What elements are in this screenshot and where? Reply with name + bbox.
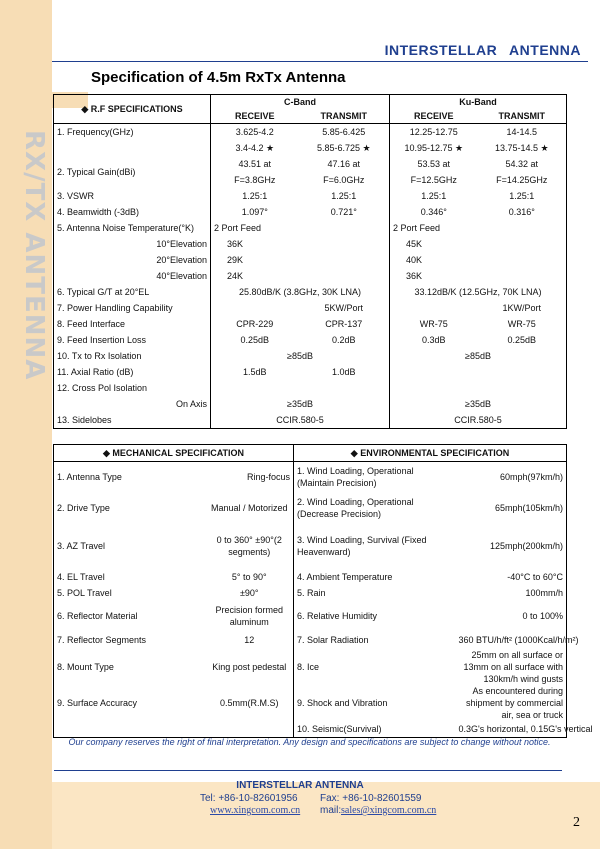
env-value: 0 to 100% <box>522 611 563 621</box>
beamwidth-label: 4. Beamwidth (-3dB) <box>57 207 140 217</box>
footer-rule <box>54 770 562 771</box>
axial-label: 11. Axial Ratio (dB) <box>57 367 134 377</box>
env-value: 0.3G's horizontal, 0.15G's vertical <box>458 724 593 734</box>
mech-value: 5° to 90° <box>231 572 267 582</box>
gain-freq-c-rx: F=3.8GHz <box>211 172 299 188</box>
c-transmit-header: TRANSMIT <box>299 109 390 124</box>
mech-label: 7. Reflector Segments <box>57 635 147 645</box>
gain-ku-tx: 54.32 at <box>505 159 539 169</box>
feed-label: 8. Feed Interface <box>57 319 126 329</box>
elev-40-label: 40°Elevation <box>156 271 207 281</box>
beam-ku-tx: 0.316° <box>508 207 535 217</box>
mech-value: 12 <box>244 635 255 645</box>
ins-c-tx: 0.2dB <box>331 335 356 345</box>
env-value: 125mph(200km/h) <box>489 541 563 551</box>
env-label: 9. Shock and Vibration <box>294 685 456 721</box>
gain-freq-ku-rx: F=12.5GHz <box>390 172 478 188</box>
iso-ku: ≥85dB <box>390 348 567 364</box>
env-section-title: ◆ ENVIRONMENTAL SPECIFICATION <box>294 445 567 462</box>
email-link[interactable]: sales@xingcom.com.cn <box>341 805 437 816</box>
crosspol-label: 12. Cross Pol Isolation <box>57 383 148 393</box>
c-receive-header: RECEIVE <box>211 109 299 124</box>
freq-ext-c-rx: 3.4-4.2 ★ <box>211 140 299 156</box>
gain-freq-ku-tx: F=14.25GHz <box>496 175 548 185</box>
freq-ku-rx: 12.25-12.75 <box>390 124 478 141</box>
feed-ku-rx: WR-75 <box>390 316 478 332</box>
env-value: 65mph(105km/h) <box>494 502 563 513</box>
vswr-ku-tx: 1.25:1 <box>509 191 535 201</box>
rf-section-title: ◆ R.F SPECIFICATIONS <box>54 95 211 124</box>
gt-label: 6. Typical G/T at 20°EL <box>57 287 150 297</box>
mech-label: 5. POL Travel <box>57 588 112 598</box>
mech-label: 8. Mount Type <box>57 662 114 672</box>
gt-ku: 33.12dB/K (12.5GHz, 70K LNA) <box>390 284 567 300</box>
onaxis-ku: ≥35dB <box>390 396 567 412</box>
freq-c-tx: 5.85-6.425 <box>322 127 366 137</box>
feed-c-rx: CPR-229 <box>211 316 299 332</box>
sidelobes-ku: CCIR.580-5 <box>390 412 567 429</box>
env-value: 360 BTU/h/ft² (1000Kcal/h/m²) <box>458 635 579 645</box>
noise-c-feed: 2 Port Feed <box>211 220 299 236</box>
gain-c-tx: 47.16 at <box>327 159 361 169</box>
env-label: 2. Wind Loading, Operational (Decrease Precision) <box>294 492 456 523</box>
env-label: 5. Rain <box>294 585 456 601</box>
on-axis-label: On Axis <box>175 399 207 409</box>
beam-c-tx: 0.721° <box>330 207 357 217</box>
elev-10-ku: 45K <box>390 236 478 252</box>
mech-label: 3. AZ Travel <box>57 541 106 551</box>
beam-ku-rx: 0.346° <box>390 204 478 220</box>
mech-label: 1. Antenna Type <box>57 472 122 482</box>
freq-ext-ku-tx: 13.75-14.5 ★ <box>494 143 549 153</box>
vswr-ku-rx: 1.25:1 <box>390 188 478 204</box>
sidelobes-c: CCIR.580-5 <box>211 412 390 429</box>
env-label: 3. Wind Loading, Survival (Fixed Heavenward) <box>294 523 456 569</box>
vswr-c-rx: 1.25:1 <box>211 188 299 204</box>
onaxis-c: ≥35dB <box>211 396 390 412</box>
ku-band-header: Ku-Band <box>390 95 567 110</box>
env-label: 10. Seismic(Survival) <box>294 721 456 738</box>
vswr-label: 3. VSWR <box>57 191 95 201</box>
mech-label: 6. Reflector Material <box>57 611 138 621</box>
env-value: 100mm/h <box>525 588 563 598</box>
gain-freq-c-tx: F=6.0GHz <box>323 175 365 185</box>
env-value: 60mph(97km/h) <box>499 472 563 482</box>
gt-c: 25.80dB/K (3.8GHz, 30K LNA) <box>211 284 390 300</box>
document-title: Specification of 4.5m RxTx Antenna <box>91 69 346 86</box>
elev-10-label: 10°Elevation <box>156 239 207 249</box>
insertion-label: 9. Feed Insertion Loss <box>57 335 147 345</box>
iso-c: ≥85dB <box>211 348 390 364</box>
c-band-header: C-Band <box>211 95 390 110</box>
mech-section-title: ◆ MECHANICAL SPECIFICATION <box>54 445 294 462</box>
mail-label: mail: <box>320 805 342 816</box>
frequency-label: 1. Frequency(GHz) <box>57 127 134 137</box>
env-label: 1. Wind Loading, Operational (Maintain Precision) <box>294 462 456 493</box>
disclaimer-note: Our company reserves the right of final interpretation. Any design and specifications are subject to change without notice. <box>68 737 551 747</box>
feed-ku-tx: WR-75 <box>507 319 536 329</box>
noise-label: 5. Antenna Noise Temperature(°K) <box>57 223 195 233</box>
beam-c-rx: 1.097° <box>211 204 299 220</box>
env-value: -40°C to 60°C <box>507 572 563 582</box>
elev-40-c: 24K <box>211 268 299 284</box>
footer-tel: Tel: +86-10-82601956 <box>200 793 298 804</box>
axial-c-tx: 1.0dB <box>331 367 356 377</box>
sidelobes-label: 13. Sidelobes <box>57 415 112 425</box>
elev-20-ku: 40K <box>390 252 478 268</box>
footer-fax: Fax: +86-10-82601559 <box>320 793 422 804</box>
env-label: 6. Relative Humidity <box>294 601 456 631</box>
footer-company: INTERSTELLAR ANTENNA <box>236 780 364 791</box>
gain-label: 2. Typical Gain(dBi) <box>57 167 136 177</box>
mech-value: ±90° <box>239 588 259 598</box>
elev-10-c: 36K <box>211 236 299 252</box>
side-band <box>0 0 52 849</box>
website-link[interactable]: www.xingcom.com.cn <box>210 805 301 816</box>
vswr-c-tx: 1.25:1 <box>331 191 357 201</box>
freq-ext-c-tx: 5.85-6.725 ★ <box>316 143 371 153</box>
mech-label: 2. Drive Type <box>57 502 110 513</box>
mech-value: Manual / Motorized <box>210 502 288 513</box>
ins-c-rx: 0.25dB <box>211 332 299 348</box>
mech-env-table <box>53 444 593 738</box>
elev-20-c: 29K <box>211 252 299 268</box>
mech-value: Ring-focus <box>246 472 290 482</box>
gain-c-rx: 43.51 at <box>211 156 299 172</box>
elev-20-label: 20°Elevation <box>156 255 207 265</box>
mech-value: Precision formed aluminum <box>215 605 284 627</box>
mech-value: King post pedestal <box>212 662 287 672</box>
env-label: 8. Ice <box>294 649 456 685</box>
feed-c-tx: CPR-137 <box>325 319 363 329</box>
freq-ku-tx: 14-14.5 <box>506 127 538 137</box>
env-value: 25mm on all surface or 13mm on all surface with 130km/h wind gusts <box>463 650 563 684</box>
gain-ku-rx: 53.53 at <box>390 156 478 172</box>
ku-transmit-header: TRANSMIT <box>478 109 567 124</box>
side-vertical-text: RX/TX ANTENNA <box>19 130 49 381</box>
power-ku: 1KW/Port <box>502 303 541 313</box>
mech-value: 0.5mm(R.M.S) <box>220 698 279 708</box>
ins-ku-rx: 0.3dB <box>390 332 478 348</box>
noise-ku-feed: 2 Port Feed <box>390 220 478 236</box>
axial-c-rx: 1.5dB <box>211 364 299 380</box>
isolation-label: 10. Tx to Rx Isolation <box>57 351 142 361</box>
env-value: As encountered during shipment by commercial air, sea or truck <box>465 686 563 720</box>
power-label: 7. Power Handling Capability <box>57 303 173 313</box>
page-number: 2 <box>573 815 580 830</box>
env-label: 7. Solar Radiation <box>294 631 456 649</box>
ins-ku-tx: 0.25dB <box>507 335 537 345</box>
header-rule <box>52 61 588 62</box>
brand-header: INTERSTELLAR ANTENNA <box>384 42 581 58</box>
power-c: 5KW/Port <box>324 303 363 313</box>
mech-label: 9. Surface Accuracy <box>57 698 138 708</box>
ku-receive-header: RECEIVE <box>390 109 478 124</box>
env-label: 4. Ambient Temperature <box>294 569 456 585</box>
elev-40-ku: 36K <box>390 268 478 284</box>
freq-c-rx: 3.625-4.2 <box>211 124 299 141</box>
mech-value: 0 to 360° ±90°(2 segments) <box>216 535 282 557</box>
freq-ext-ku-rx: 10.95-12.75 ★ <box>390 140 478 156</box>
mech-label: 4. EL Travel <box>57 572 105 582</box>
rf-spec-table <box>53 94 567 429</box>
